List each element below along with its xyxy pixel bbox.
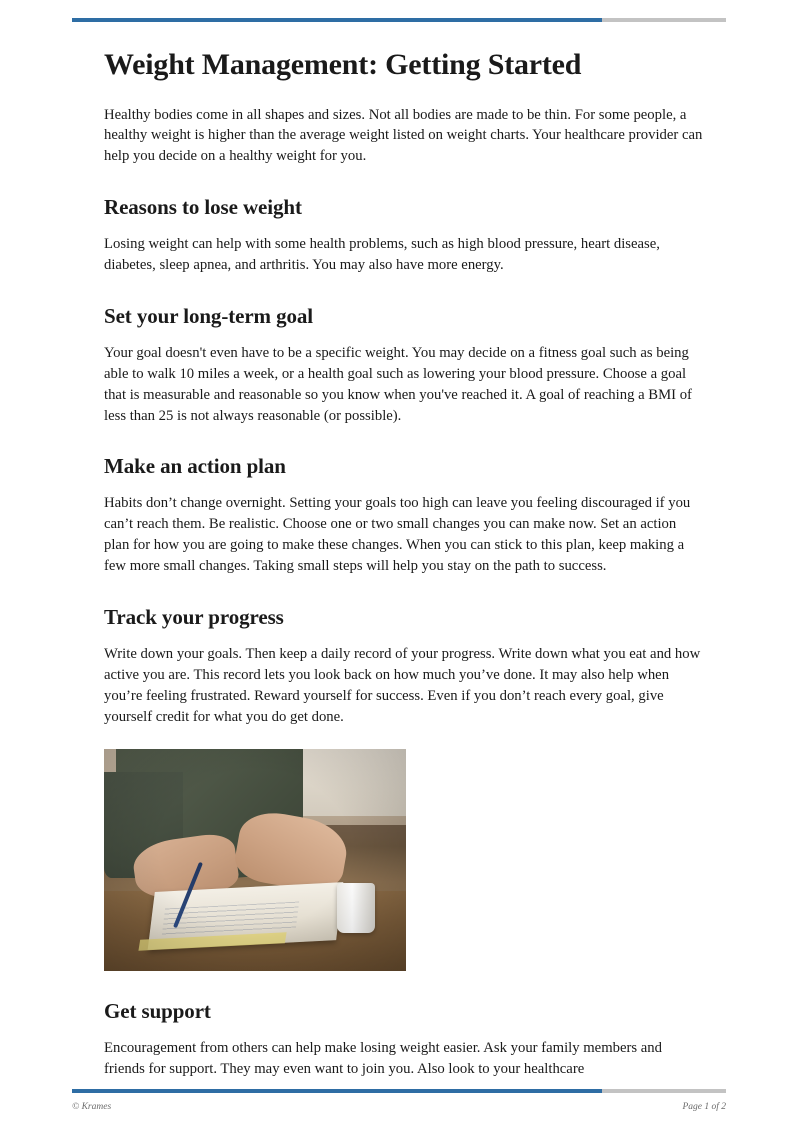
section-heading-get-support: Get support <box>104 999 211 1024</box>
page-title: Weight Management: Getting Started <box>104 48 582 81</box>
footer-rule-blue <box>72 1089 602 1093</box>
section-body-reasons-to-lose-weight: Losing weight can help with some health problems, such as high blood pressure, heart disease, diabetes, sleep apnea, and arthritis. You may also have more energy. <box>104 236 660 273</box>
footer-rule <box>72 1089 726 1092</box>
header-rule <box>72 18 726 22</box>
header-rule-blue <box>72 18 602 22</box>
intro-paragraph: Healthy bodies come in all shapes and sizes. Not all bodies are made to be thin. For some people, a healthy weight is higher than the average weight listed on weight charts. Your healthcare provider can help you decide on a healthy weight for you. <box>104 106 703 165</box>
section-body-set-your-long-term-goal: Your goal doesn't even have to be a specific weight. You may decide on a fitness goal such as being able to walk 10 miles a week, or a health goal such as lowering your blood pressure. Choose a goal that is measurable and reasonable so you know when you've reached it. A goal of reaching a BMI of less than 25 is not always reasonable (or possible). <box>104 344 692 424</box>
photo-vignette <box>104 749 406 971</box>
section-heading-reasons-to-lose-weight: Reasons to lose weight <box>104 195 302 220</box>
section-heading-make-an-action-plan: Make an action plan <box>104 454 286 479</box>
section-body-make-an-action-plan: Habits don’t change overnight. Setting your goals too high can leave you feeling discouraged if you can’t reach them. Be realistic. Choose one or two small changes you can make now. Set an action plan for how you are going to make these changes. When you can stick to this plan, keep making a few more small changes. Taking small steps will help you stay on the path to success. <box>104 495 691 574</box>
section-heading-set-your-long-term-goal: Set your long-term goal <box>104 303 314 328</box>
footer-page-number: Page 1 of 2 <box>682 1102 726 1112</box>
section-body-get-support: Encouragement from others can help make losing weight easier. Ask your family members and friends for support. They may even want to join you. Also look to your healthcare <box>104 1040 662 1078</box>
footer-rule-grey <box>602 1089 726 1093</box>
section-body-track-your-progress: Write down your goals. Then keep a daily record of your progress. Write down what you eat and how active you are. This record lets you look back on how much you’ve done. It may also help when you’re feeling frustrated. Reward yourself for success. Even if you don’t reach every goal, give yourself credit for what you do get done. <box>104 645 701 725</box>
footer-copyright: © Krames <box>72 1102 112 1112</box>
page-footer <box>72 1102 726 1112</box>
section-heading-track-your-progress: Track your progress <box>104 604 284 629</box>
figure-person-writing <box>104 749 406 971</box>
header-rule-grey <box>602 18 726 22</box>
document-content <box>104 48 704 1084</box>
